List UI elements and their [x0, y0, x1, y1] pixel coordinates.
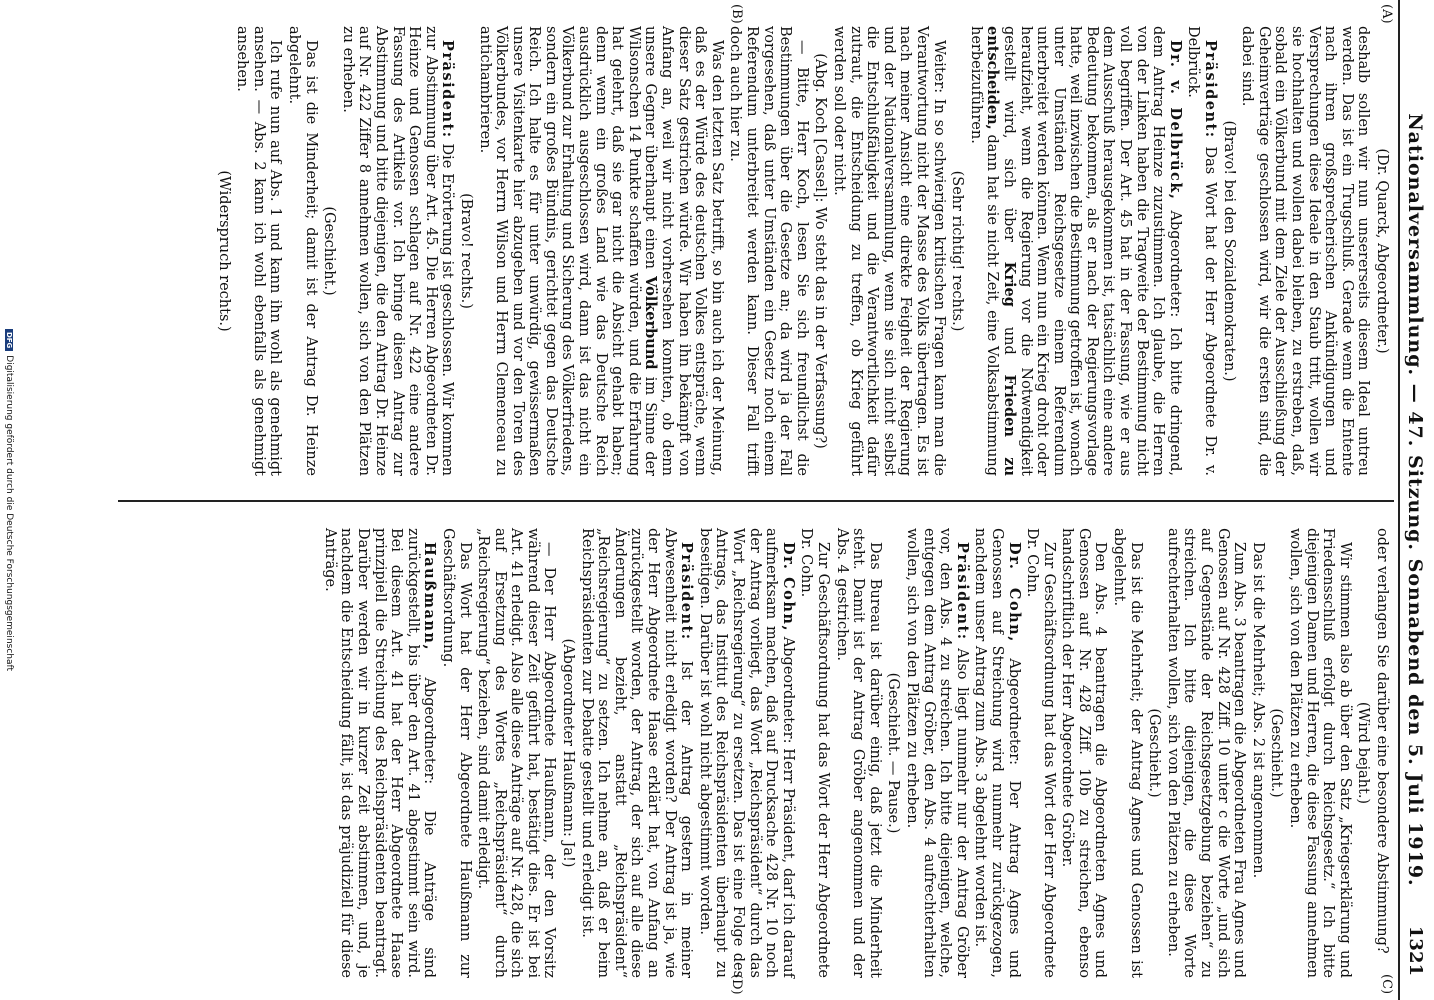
paragraph: — Bitte, Herr Koch, lesen Sie sich freundlichst die Bestimmungen über die Gesetze an; da wird ja der Fall vorgesehen, daß unter Umständen ein Gesetz noch einem Referendum unterbreitet werden kann. Dieser Fall trifft doch auch hier zu. [727, 26, 810, 476]
dfg-logo: DFG [5, 329, 13, 351]
paragraph: Dr. Cohn, Abgeordneter: Der Antrag Agnes und Genossen auf Streichung wird nunmehr zurückgezogen, nachdem unser Antrag zum Abs. 3 abgelehnt worden ist. [972, 528, 1023, 978]
reaction: (Abgeordneter Haußmann: Ja!) [560, 638, 577, 868]
reaction: (Widerspruch rechts.) [215, 170, 232, 332]
paragraph: Das ist die Minderheit; damit ist der Antrag Dr. Heinze abgelehnt. [286, 26, 319, 476]
left-column [120, 26, 1390, 476]
paragraph: Dr. v. Delbrück, Abgeordneter: Ich bitte dringend, dem Antrag Heinze zuzustimmen. Ich glaube, die Herren von der Linken haben die Tragweite der Bestimmung nicht voll begriffen. Der Art. 45 hat in der Fassung, wie er aus dem Ausschuß herausgekommen ist, tatsächlich eine andere Bedeutung bekommen, als er nach der Regierungsvorlage hatte, weil inzwischen die Bestimmung getroffen ist, wonach unter Umständen Reichsgesetze einem Referendum unterbreitet werden können. Wenn nun ein Krieg droht oder heraufzieht, wenn die Regierung vor die Notwendigkeit gestellt wird, sich über Krieg und Frieden zu entscheiden, dann hat sie nicht Zeit, eine Volksabstimmung herbeizuführen. [967, 26, 1184, 477]
paragraph: Präsident: Das Wort hat der Herr Abgeordnete Dr. v. Delbrück. [1185, 26, 1220, 476]
page-number: 1321 [1405, 925, 1426, 976]
speaker-name: Dr. v. Delbrück, [1166, 40, 1184, 201]
footer-note: DFGDigitalisierung gefördert durch die Deutsche Forschungsgemeinschaft [4, 0, 14, 1000]
paragraph: Weiter: In so schwierigen kritischen Fragen kann man die Verantwortung nicht der Masse des Volks übertragen. Es ist nach meiner Ansicht eine direkte Feigheit der Regierung und der Nationalversammlung, wenn sie sich nicht selbst die Entschlußfähigkeit und die Verantwortlichkeit dafür zutraut, die Entscheidung zu treffen, ob Krieg geführt werden soll oder nicht. [831, 26, 947, 476]
paragraph: Zur Geschäftsordnung hat das Wort der Herr Abgeordnete Dr. Cohn. [1024, 528, 1057, 978]
paragraph: — Der Herr Abgeordnete Haußmann, der den Vorsitz während dieser Zeit geführt hat, bestätigt dies. Er ist bei Art. 41 erledigt. Also alle diese Anträge auf Nr. 428, die sich auf Ersetzung des Wortes „Reichspräsident“ durch „Reichsregierung“ beziehen, sind damit erledigt. [475, 528, 558, 978]
paragraph: deshalb sollen wir nun unsererseits diesem Ideal untreu werden. Das ist ein Trugschluß. Gerade wenn die Entente nach ihren großsprecherischen Ankündigungen und Versprechungen diese Ideale in den Staub tritt, wollen wir sie hochhalten und wollen dabei bleiben, zu erstreben, daß, sobald ein Völkerbund mit dem Ziele der Ausschließung der Geheimverträge geschlossen wird, wir die ersten sind, die dabei sind. [1239, 26, 1372, 476]
paragraph: Das Wort hat der Herr Abgeordnete Haußmann zur Geschäftsordnung. [439, 528, 473, 978]
paragraph: Das ist die Mehrheit; Abs. 2 ist angenommen. [1249, 542, 1266, 879]
reaction: (Geschieht.) [1268, 708, 1285, 798]
header-rule [1398, 0, 1400, 1000]
paragraph: Den Abs. 4 beantragen die Abgeordneten Agnes und Genossen auf Nr. 428 Ziff. 10b zu streichen, ebenso handschriftlich der Herr Abgeordnete Gröber. [1059, 528, 1109, 978]
paragraph: Ich rufe nun auf Abs. 1 und kann ihn wohl als genehmigt ansehen. — Abs. 2 kann ich wohl ebenfalls als genehmigt ansehen. [234, 26, 284, 476]
paragraph: Wir stimmen also ab über den Satz „Kriegserklärung und Friedensschluß erfolgt durch Reichsgesetz.“ Ich bitte diejenigen Damen und Herren, die diese Fassung annehmen wollen, sich von den Plätzen zu erheben. [1287, 528, 1353, 978]
paragraph: Präsident: Also liegt nunmehr nur der Antrag Gröber vor, den Abs. 4 zu streichen. Ich bitte diejenigen, welche, entgegen dem Antrag Gröber, den Abs. 4 aufrechterhalten wollen, sich von den Plätzen zu erheben. [903, 528, 971, 979]
paragraph: Zur Geschäftsordnung hat das Wort der Herr Abgeordnete Dr. Cohn. [798, 528, 831, 978]
margin-mark-b: (B) [729, 4, 744, 24]
applause: (Bravo! rechts.) [457, 193, 474, 309]
speaker-name: Haußmann, [421, 542, 439, 652]
speaker-name: Dr. Cohn, [1005, 542, 1023, 643]
speaker-note: (Dr. Quarck, Abgeordneter.) [1374, 148, 1390, 354]
applause: (Sehr richtig! rechts.) [949, 170, 966, 332]
paragraph: Haußmann, Abgeordneter: Die Anträge sind zurückgestellt, bis über den Art. 41 abgestimmt sein wird. Bei diesem Art. 41 hat der Herr Abgeordnete Haase prinzipiell die Streichung des Reichspräsidenten beantragt. Darüber werden wir in kurzer Zeit abstimmen, und, je nachdem die Entscheidung fällt, ist das präjudiziell für diese Anträge. [321, 528, 439, 979]
margin-mark-c: (C) [1379, 974, 1394, 995]
paragraph: Dr. Cohn, Abgeordneter: Herr Präsident, darf ich darauf aufmerksam machen, daß auf Drucksache 428 Nr. 10 noch der Antrag vorliegt, das Wort „Reichspräsident“ durch das Wort „Reichsregierung“ zu ersetzen. Das ist eine Folge des Antrags, das Institut des Reichspräsidenten überhaupt zu beseitigen. Darüber ist wohl nicht abgestimmt worden. [696, 528, 797, 979]
page-header [1400, 0, 1430, 1000]
margin-mark-d: (D) [729, 974, 744, 995]
speaker-name: Dr. Cohn, [779, 542, 797, 632]
paragraph: oder verlangen Sie darüber eine besondere Abstimmung? [1374, 528, 1390, 954]
speaker-label: Präsident: [953, 542, 971, 641]
reaction: (Wird bejaht.) [1355, 701, 1372, 805]
paragraph: Präsident: Ist der Antrag gestern in meiner Abwesenheit nicht erledigt worden? Der Antrag ist ja, wie der Herr Abgeordnete Haase erklärt hat, von Anfang an zurückgestellt worden, der Antrag, der sich auf alle diese Änderungen bezieht, anstatt „Reichspräsident“ „Reichsregierung“ zu setzen. Ich nehme an, daß er beim Reichspräsidenten zur Debatte gestellt und erledigt ist. [578, 528, 696, 979]
running-head: Nationalversammlung. — 47. Sitzung. Sonnabend den 5. Juli 1919. [1404, 113, 1426, 887]
applause: (Bravo! bei den Sozialdemokraten.) [1220, 120, 1237, 382]
reaction: (Geschieht.) [1146, 708, 1163, 798]
paragraph: Das ist die Mehrheit; der Antrag Agnes und Genossen ist abgelehnt. [1111, 528, 1144, 978]
speaker-label: Präsident: [678, 542, 696, 641]
speaker-label: Präsident: [1202, 40, 1220, 139]
reaction: (Geschieht. — Pause.) [885, 672, 902, 834]
margin-mark-a: (A) [1379, 4, 1394, 24]
column-divider [118, 500, 1394, 502]
paragraph: Das Bureau ist darüber einig, daß jetzt die Minderheit steht. Damit ist der Antrag Gröber angenommen und der Abs. 4 gestrichen. [833, 528, 883, 978]
paragraph: Zum Abs. 3 beantragen die Abgeordneten Frau Agnes und Genossen auf Nr. 428 Ziff. 10 unter c die Worte „und sich auf Gegenstände der Reichsgesetzgebung beziehen“ zu streichen. Ich bitte diejenigen, die diese Worte aufrechterhalten wollen, sich von den Plätzen zu erheben. [1164, 528, 1248, 978]
reaction: (Geschieht.) [321, 206, 338, 296]
paragraph: Was den letzten Satz betrifft, so bin auch ich der Meinung, daß es der Würde des deutschen Volkes entspräche, wenn dieser Satz gestrichen würde. Wir haben ihn bekämpft von Anfang an, weil wir nicht vorhersehen konnten, ob denn unsere Gegner überhaupt einen Völkerbund im Sinne der Wilsonschen 14 Punkte schaffen würden, und die Erfahrung hat gelehrt, daß sie gar nicht die Absicht gehabt haben; denn wenn ein großes Land wie das Deutsche Reich ausdrücklich ausgeschlossen wird, dann ist das nicht ein Völkerbund zur Erhaltung und Sicherung des Völkerfriedens, sondern ein großes Bündnis, gerichtet gegen das Deutsche Reich. Ich halte es für unter unwürdig, gewissermaßen unsere Visitenkarte hier abzugeben und vor den Toren des Völkerbundes, vor Herrn Wilson und Herrn Clemenceau zu antichambrieren. [476, 26, 725, 476]
paragraph: Präsident: Die Erörterung ist geschlossen. Wir kommen zur Abstimmung über Art. 45. Die Herren Abgeordneten Dr. Heinze und Genossen schlagen auf Nr. 422 eine andere Fassung des Artikels vor. Ich bringe diesen Antrag zur Abstimmung und bitte diejenigen, die den Antrag Dr. Heinze auf Nr. 422 Ziffer 8 annehmen wollen, sich von den Plätzen zu erheben. [339, 26, 457, 477]
heckle: (Abg. Koch [Cassel]: Wo steht das in der Verfassung?) [812, 53, 829, 449]
right-column [120, 528, 1390, 978]
speaker-label: Präsident: [439, 40, 457, 139]
